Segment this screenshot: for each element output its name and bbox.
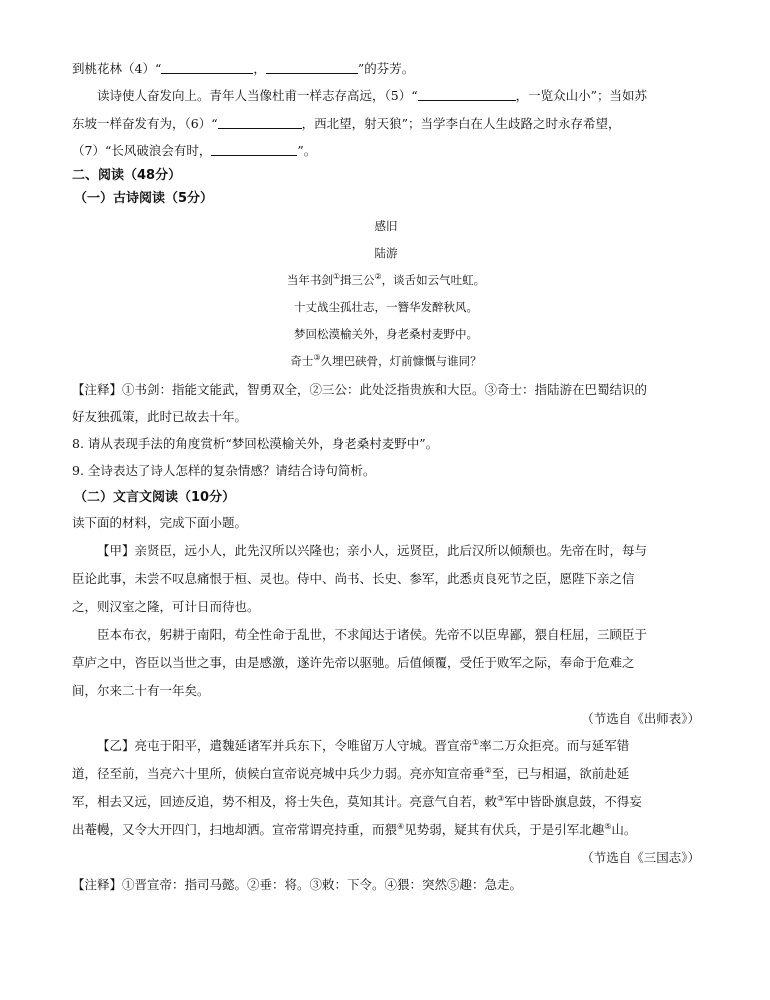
text: ，一览众山小”；当如苏 (515, 88, 648, 103)
yi-line-3 (72, 794, 700, 810)
blank-line-4 (72, 143, 700, 159)
text: ，西北望，射天狼”；当学李白在人生歧路之时永存希望， (301, 116, 621, 131)
blank-line-2 (97, 88, 725, 104)
yi-line-1 (97, 738, 725, 754)
text: 山。 (611, 822, 637, 837)
text: 率二万众拒亮。而与延军错 (479, 738, 630, 753)
text: ”。 (297, 143, 317, 158)
text: 【乙】亮屯于阳平，遣魏延诸军并兵东下，令唯留万人守城。晋宣帝 (97, 738, 473, 753)
text: ”的芬芳。 (357, 61, 415, 76)
poem-note-line-2: 好友独孤策，此时已故去十年。 (72, 409, 248, 424)
footnote-marker: ③ (313, 353, 321, 363)
question-9: 9. 全诗表达了诗人怎样的复杂情感？请结合诗句简析。 (72, 463, 376, 478)
text: 至，已与相逼，欲前赴延 (491, 766, 630, 781)
footnote-marker: ① (332, 272, 340, 282)
jia-line-5: 草庐之中，咨臣以当世之事，由是感激，遂许先帝以驱驰。后值倾覆，受任于败军之际，奉命于危难之 (72, 655, 635, 670)
answer-blank-4a[interactable] (161, 61, 253, 74)
answer-blank-7[interactable] (211, 143, 297, 156)
jia-line-1: 【甲】亲贤臣，远小人，此先汉所以兴隆也；亲小人，远贤臣，此后汉所以倾颓也。先帝在时，每与 (97, 543, 648, 558)
text: 军中皆卧旗息鼓，不得妄 (504, 794, 642, 809)
jia-line-6: 间，尔来二十有一年矣。 (72, 683, 210, 698)
jia-source: （节选自《出师表》） (581, 711, 700, 726)
poem-line-1 (72, 272, 700, 288)
prose-note: 【注释】①晋宣帝：指司马懿。②垂：将。③敕：下令。④猥：突然⑤趣：急走。 (72, 877, 523, 892)
prose-section-title: （二）文言文阅读（10分） (74, 490, 236, 505)
poem-section-title: （一）古诗阅读（5分） (74, 191, 214, 206)
answer-blank-6[interactable] (218, 116, 302, 129)
text: 东坡一样奋发有为，（6）“ (72, 116, 218, 131)
footnote-marker: ⑤ (604, 821, 612, 831)
prose-intro: 读下面的材料，完成下面小题。 (72, 515, 248, 530)
text: 揖三公 (340, 273, 375, 287)
jia-line-3: 之，则汉室之隆，可计日而待也。 (72, 599, 260, 614)
text: ，谈舌如云气吐虹。 (381, 273, 486, 287)
blank-line-3 (72, 116, 700, 132)
poem-line-4 (72, 353, 700, 369)
poem-note-line-1: 【注释】①书剑：指能文能武，智勇双全，②三公：此处泛指贵族和大臣。③奇士：指陆游在巴蜀结识的 (72, 382, 648, 397)
text: 久埋巴硖骨，灯前慷慨与谁同？ (320, 354, 482, 368)
text: 奇士 (290, 354, 314, 368)
section-title: 二、阅读（48分） (72, 168, 182, 183)
text: 见势弱，疑其有伏兵，于是引军北趣 (404, 822, 605, 837)
jia-line-4: 臣本布衣，躬耕于南阳，苟全性命于乱世，不求闻达于诸侯。先帝不以臣卑鄙，猥自枉屈，三顾臣于 (97, 627, 648, 642)
text: （7）“长风破浪会有时， (72, 143, 212, 158)
question-8: 8. 请从表现手法的角度赏析“梦回松漠榆关外，身老桑村麦野中”。 (72, 436, 439, 451)
footnote-marker: ④ (397, 821, 405, 831)
text: 出菴幔，又令大开四门，扫地却洒。宣帝常谓亮持重，而猥 (72, 822, 398, 837)
poem-line-3: 梦回松漠榆关外，身老桑村麦野中。 (294, 327, 478, 341)
text: 到桃花林（4）“ (72, 61, 162, 76)
jia-line-2: 臣论此事，未尝不叹息痛恨于桓、灵也。侍中、尚书、长史、参军，此悉贞良死节之臣，愿陛下亲之信 (72, 571, 635, 586)
text: ， (253, 61, 266, 76)
footnote-marker: ② (484, 765, 492, 775)
text: 读诗使人奋发向上。青年人当像杜甫一样志存高远，（5）“ (97, 88, 418, 103)
yi-source: （节选自《三国志》） (581, 850, 700, 865)
footnote-marker: ① (472, 737, 480, 747)
yi-line-4 (72, 822, 700, 838)
poem-title: 感旧 (374, 219, 398, 233)
answer-blank-4b[interactable] (266, 61, 358, 74)
footnote-marker: ② (374, 272, 382, 282)
text: 军，相去又远，回迹反追，势不相及，将士失色，莫知其计。亮意气自若，敕 (72, 794, 498, 809)
footnote-marker: ③ (497, 793, 505, 803)
poem-line-2: 十丈战尘孤壮志，一簪华发醉秋风。 (294, 300, 478, 314)
text: 当年书剑 (286, 273, 333, 287)
answer-blank-5[interactable] (418, 88, 516, 101)
blank-line-1 (72, 61, 700, 77)
poem-author: 陆游 (374, 246, 398, 260)
text: 道，径至前，当亮六十里所，侦候白宣帝说亮城中兵少力弱。亮亦知宣帝垂 (72, 766, 485, 781)
yi-line-2 (72, 766, 700, 782)
